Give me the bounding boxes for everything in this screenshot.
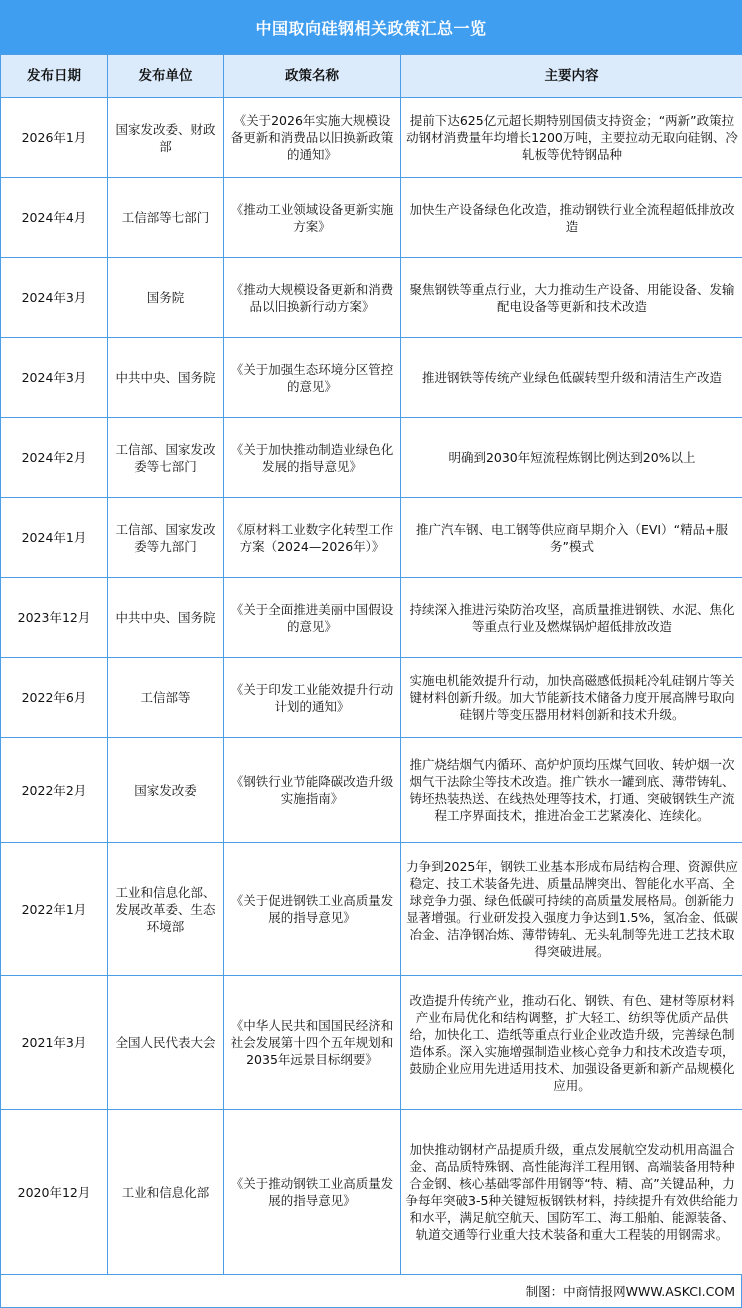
content-cell: 推广烧结烟气内循环、高炉炉顶均压煤气回收、转炉烟一次烟气干法除尘等技术改造。推广铁水一罐到底、薄带铸轧、铸坯热装热送、在线热处理等技术，打通、突破钢铁生产流程工序界面技术，推进冶金工艺紧凑化、连续化。 xyxy=(401,738,742,843)
date-cell: 2022年2月 xyxy=(1,738,108,843)
policy-name-cell: 《关于印发工业能效提升行动计划的通知》 xyxy=(224,658,401,738)
content-cell: 推广汽车钢、电工钢等供应商早期介入（EVI）“精品+服务”模式 xyxy=(401,498,742,578)
policy-name-cell: 《钢铁行业节能降碳改造升级实施指南》 xyxy=(224,738,401,843)
org-cell: 工信部等七部门 xyxy=(108,178,224,258)
table-row xyxy=(1,418,742,498)
table-row xyxy=(1,178,742,258)
policy-table xyxy=(0,54,742,1275)
header-policy-name: 政策名称 xyxy=(224,55,401,98)
content-cell: 加快推动钢材产品提质升级，重点发展航空发动机用高温合金、高品质特殊钢、高性能海洋工程用钢、高端装备用特种合金钢、核心基础零部件用钢等“特、精、高”关键品种，力争每年突破3-5种关键短板钢铁材料，持续提升有效供给能力和水平，满足航空航天、国防军工、海工船舶、能源装备、轨道交通等行业重大技术装备和重大工程装的用钢需求。 xyxy=(401,1110,742,1275)
org-cell: 全国人民代表大会 xyxy=(108,976,224,1110)
date-cell: 2024年3月 xyxy=(1,338,108,418)
table-row xyxy=(1,738,742,843)
table-row xyxy=(1,98,742,178)
policy-name-cell: 《关于加快推动制造业绿色化发展的指导意见》 xyxy=(224,418,401,498)
date-cell: 2024年2月 xyxy=(1,418,108,498)
org-cell: 工业和信息化部、发展改革委、生态环境部 xyxy=(108,843,224,976)
source-credit: 制图：中商情报网WWW.ASKCI.COM xyxy=(525,1283,735,1299)
org-cell: 工业和信息化部 xyxy=(108,1110,224,1275)
table-row xyxy=(1,843,742,976)
table-header-row xyxy=(1,55,742,98)
org-cell: 中共中央、国务院 xyxy=(108,578,224,658)
content-cell: 持续深入推进污染防治攻坚，高质量推进钢铁、水泥、焦化等重点行业及燃煤锅炉超低排放改造 xyxy=(401,578,742,658)
content-cell: 加快生产设备绿色化改造，推动钢铁行业全流程超低排放改造 xyxy=(401,178,742,258)
org-cell: 国家发改委、财政部 xyxy=(108,98,224,178)
org-cell: 中共中央、国务院 xyxy=(108,338,224,418)
content-cell: 力争到2025年，钢铁工业基本形成布局结构合理、资源供应稳定、技工术装备先进、质量品牌突出、智能化水平高、全球竞争力强、绿色低碳可持续的高质量发展格局。创新能力显著增强。行业研发投入强度力争达到1.5%，氢冶金、低碳冶金、洁净钢冶炼、薄带铸轧、无头轧制等先进工艺技术取得突破进展。 xyxy=(401,843,742,976)
org-cell: 工信部等 xyxy=(108,658,224,738)
policy-name-cell: 《中华人民共和国国民经济和社会发展第十四个五年规划和2035年远景目标纲要》 xyxy=(224,976,401,1110)
date-cell: 2024年1月 xyxy=(1,498,108,578)
policy-name-cell: 《关于2026年实施大规模设备更新和消费品以旧换新政策的通知》 xyxy=(224,98,401,178)
date-cell: 2023年12月 xyxy=(1,578,108,658)
date-cell: 2024年3月 xyxy=(1,258,108,338)
policy-name-cell: 《原材料工业数字化转型工作方案（2024—2026年）》 xyxy=(224,498,401,578)
header-date: 发布日期 xyxy=(1,55,108,98)
policy-name-cell: 《关于全面推进美丽中国假设的意见》 xyxy=(224,578,401,658)
date-cell: 2021年3月 xyxy=(1,976,108,1110)
table-row xyxy=(1,976,742,1110)
date-cell: 2024年4月 xyxy=(1,178,108,258)
policy-name-cell: 《推动工业领域设备更新实施方案》 xyxy=(224,178,401,258)
policy-name-cell: 《推动大规模设备更新和消费品以旧换新行动方案》 xyxy=(224,258,401,338)
table-row xyxy=(1,658,742,738)
table-row xyxy=(1,498,742,578)
page-title: 中国取向硅钢相关政策汇总一览 xyxy=(0,0,742,54)
policy-name-cell: 《关于促进钢铁工业高质量发展的指导意见》 xyxy=(224,843,401,976)
date-cell: 2020年12月 xyxy=(1,1110,108,1275)
header-org: 发布单位 xyxy=(108,55,224,98)
content-cell: 推进钢铁等传统产业绿色低碳转型升级和清洁生产改造 xyxy=(401,338,742,418)
content-cell: 明确到2030年短流程炼钢比例达到20%以上 xyxy=(401,418,742,498)
table-row xyxy=(1,258,742,338)
date-cell: 2022年1月 xyxy=(1,843,108,976)
date-cell: 2026年1月 xyxy=(1,98,108,178)
org-cell: 工信部、国家发改委等九部门 xyxy=(108,498,224,578)
table-row xyxy=(1,338,742,418)
policy-name-cell: 《关于推动钢铁工业高质量发展的指导意见》 xyxy=(224,1110,401,1275)
content-cell: 提前下达625亿元超长期特别国债支持资金；“两新”政策拉动钢材消费量年均增长1200万吨，主要拉动无取向硅钢、冷轧板等优特钢品种 xyxy=(401,98,742,178)
table-row xyxy=(1,1110,742,1275)
content-cell: 改造提升传统产业，推动石化、钢铁、有色、建材等原材料产业布局优化和结构调整，扩大轻工、纺织等优质产品供给，加快化工、造纸等重点行业企业改造升级，完善绿色制造体系。深入实施增强制造业核心竞争力和技术改造专项，鼓励企业应用先进适用技术、加强设备更新和新产品规模化应用。 xyxy=(401,976,742,1110)
date-cell: 2022年6月 xyxy=(1,658,108,738)
org-cell: 工信部、国家发改委等七部门 xyxy=(108,418,224,498)
org-cell: 国务院 xyxy=(108,258,224,338)
org-cell: 国家发改委 xyxy=(108,738,224,843)
header-main-content: 主要内容 xyxy=(401,55,742,98)
content-cell: 实施电机能效提升行动，加快高磁感低损耗冷轧硅钢片等关键材料创新升级。加大节能新技术储备力度开展高牌号取向硅钢片等变压器用材料创新和技术升级。 xyxy=(401,658,742,738)
policy-name-cell: 《关于加强生态环境分区管控的意见》 xyxy=(224,338,401,418)
source-footer xyxy=(0,1274,742,1308)
table-row xyxy=(1,578,742,658)
content-cell: 聚焦钢铁等重点行业，大力推动生产设备、用能设备、发输配电设备等更新和技术改造 xyxy=(401,258,742,338)
